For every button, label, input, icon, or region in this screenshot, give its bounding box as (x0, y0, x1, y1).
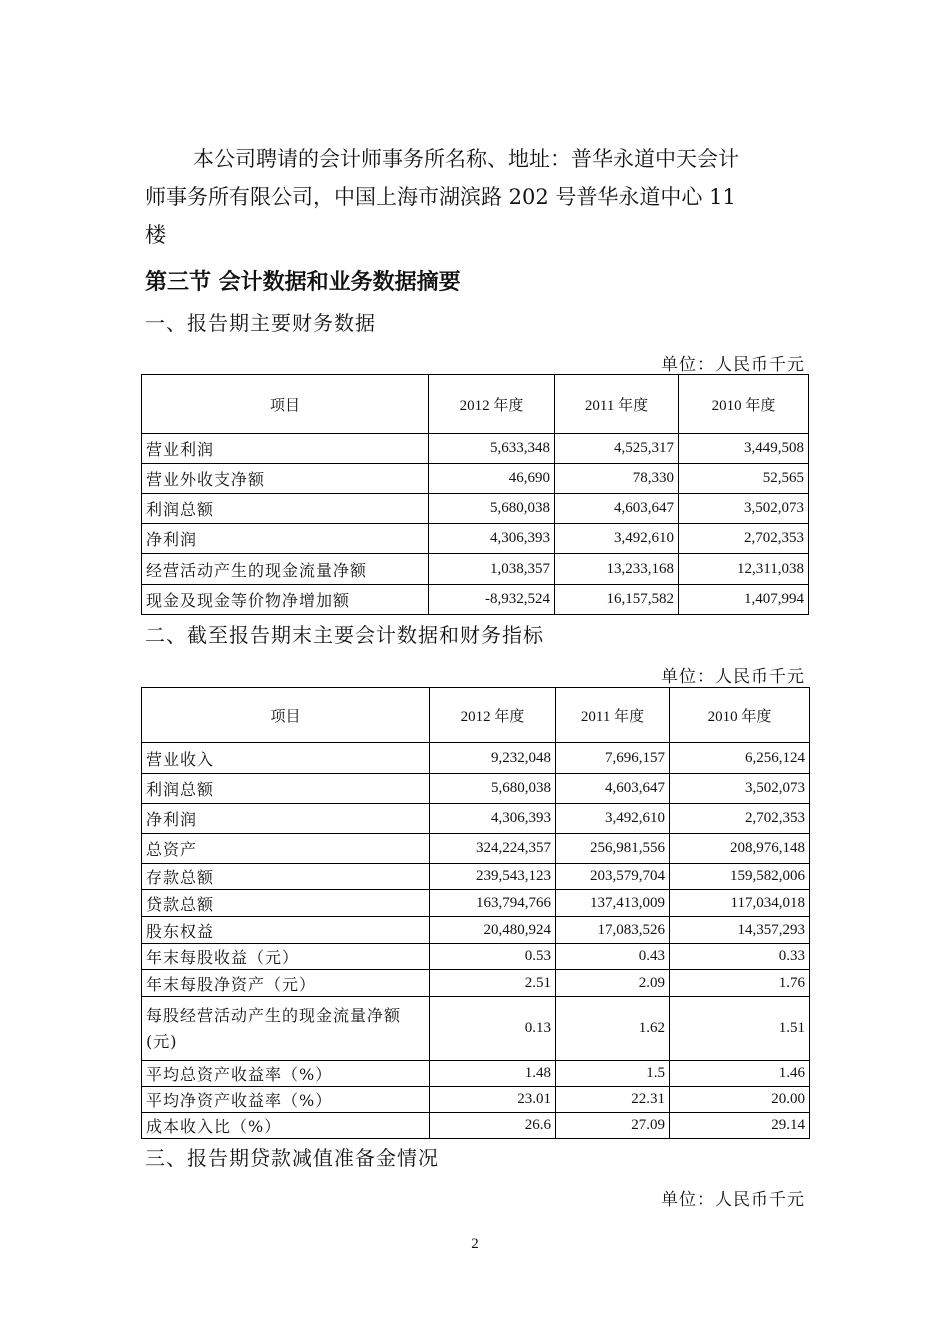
table-row (142, 864, 810, 890)
cell-2010: 14,357,293 (670, 917, 810, 944)
cell-2011: 4,603,647 (556, 774, 670, 804)
cell-2010: 12,311,038 (679, 554, 809, 585)
cell-2010: 1,407,994 (679, 585, 809, 615)
cell-2010: 6,256,124 (670, 743, 810, 774)
cell-2010: 2,702,353 (679, 524, 809, 554)
page-number: 2 (471, 1236, 479, 1252)
cell-2012: 4,306,393 (430, 804, 556, 834)
section-title: 第三节 会计数据和业务数据摘要 (145, 270, 461, 295)
cell-2012: 239,543,123 (430, 864, 556, 890)
table-header-row (142, 688, 810, 743)
table-row (142, 585, 809, 615)
header-2011: 2011 年度 (555, 375, 679, 434)
table-row (142, 970, 810, 997)
cell-2011: 256,981,556 (556, 834, 670, 864)
cell-2010: 0.33 (670, 944, 810, 970)
cell-2010: 3,502,073 (679, 494, 809, 524)
table-row (142, 524, 809, 554)
cell-2010: 208,976,148 (670, 834, 810, 864)
part2-unit: 单位：人民币千元 (661, 667, 805, 687)
row-label: 营业外收支净额 (142, 464, 429, 494)
cell-2011: 3,492,610 (555, 524, 679, 554)
table-row (142, 917, 810, 944)
row-label: 年末每股净资产（元） (142, 970, 430, 997)
row-label: 贷款总额 (142, 890, 430, 917)
row-label: 总资产 (142, 834, 430, 864)
cell-2011: 203,579,704 (556, 864, 670, 890)
cell-2010: 117,034,018 (670, 890, 810, 917)
intro-line-2: 师事务所有限公司，中国上海市湖滨路 202 号普华永道中心 11 (145, 185, 736, 209)
cell-2011: 4,525,317 (555, 434, 679, 464)
intro-paragraph (145, 140, 810, 254)
table-row (142, 1061, 810, 1087)
header-2010: 2010 年度 (679, 375, 809, 434)
row-label: 利润总额 (142, 494, 429, 524)
table-row (142, 774, 810, 804)
table-row (142, 997, 810, 1061)
financial-data-table (141, 374, 809, 615)
cell-2011: 13,233,168 (555, 554, 679, 585)
cell-2012: 5,633,348 (429, 434, 555, 464)
part3-unit: 单位：人民币千元 (661, 1190, 805, 1210)
cell-2010: 29.14 (670, 1113, 810, 1139)
row-label: 股东权益 (142, 917, 430, 944)
key-indicators-table (141, 687, 810, 1139)
cell-2012: -8,932,524 (429, 585, 555, 615)
cell-2012: 5,680,038 (430, 774, 556, 804)
cell-2012: 4,306,393 (429, 524, 555, 554)
header-item: 项目 (142, 375, 429, 434)
table-row (142, 804, 810, 834)
row-label: 营业收入 (142, 743, 430, 774)
cell-2012: 5,680,038 (429, 494, 555, 524)
cell-2010: 1.76 (670, 970, 810, 997)
cell-2012: 163,794,766 (430, 890, 556, 917)
cell-2010: 1.51 (670, 997, 810, 1061)
table-row (142, 1087, 810, 1113)
cell-2011: 27.09 (556, 1113, 670, 1139)
cell-2012: 324,224,357 (430, 834, 556, 864)
table-row (142, 743, 810, 774)
cell-2011: 17,083,526 (556, 917, 670, 944)
cell-2010: 52,565 (679, 464, 809, 494)
table-row (142, 890, 810, 917)
cell-2011: 16,157,582 (555, 585, 679, 615)
cell-2012: 20,480,924 (430, 917, 556, 944)
cell-2010: 3,449,508 (679, 434, 809, 464)
row-label: 净利润 (142, 804, 430, 834)
header-2012: 2012 年度 (429, 375, 555, 434)
cell-2010: 20.00 (670, 1087, 810, 1113)
cell-2011: 7,696,157 (556, 743, 670, 774)
cell-2011: 0.43 (556, 944, 670, 970)
row-label: 存款总额 (142, 864, 430, 890)
cell-2010: 3,502,073 (670, 774, 810, 804)
table-row (142, 464, 809, 494)
table-row (142, 1113, 810, 1139)
row-label: 平均总资产收益率（%） (142, 1061, 430, 1087)
cell-2011: 3,492,610 (556, 804, 670, 834)
part2-title: 二、截至报告期末主要会计数据和财务指标 (145, 623, 544, 647)
cell-2011: 4,603,647 (555, 494, 679, 524)
header-2011: 2011 年度 (556, 688, 670, 743)
row-label: 成本收入比（%） (142, 1113, 430, 1139)
cell-2011: 22.31 (556, 1087, 670, 1113)
cell-2012: 2.51 (430, 970, 556, 997)
cell-2012: 9,232,048 (430, 743, 556, 774)
row-label: 净利润 (142, 524, 429, 554)
row-label: 利润总额 (142, 774, 430, 804)
row-label: 经营活动产生的现金流量净额 (142, 554, 429, 585)
table-row (142, 834, 810, 864)
row-label: 每股经营活动产生的现金流量净额(元) (142, 997, 430, 1061)
part1-title: 一、报告期主要财务数据 (145, 311, 376, 335)
cell-2011: 1.5 (556, 1061, 670, 1087)
cell-2012: 26.6 (430, 1113, 556, 1139)
cell-2010: 2,702,353 (670, 804, 810, 834)
cell-2011: 1.62 (556, 997, 670, 1061)
header-item: 项目 (142, 688, 430, 743)
part1-unit: 单位：人民币千元 (661, 355, 805, 375)
cell-2011: 137,413,009 (556, 890, 670, 917)
table-header-row (142, 375, 809, 434)
intro-line-3: 楼 (145, 223, 166, 247)
part3-title: 三、报告期贷款减值准备金情况 (145, 1146, 439, 1170)
row-label: 平均净资产收益率（%） (142, 1087, 430, 1113)
header-2010: 2010 年度 (670, 688, 810, 743)
table-row (142, 554, 809, 585)
cell-2010: 1.46 (670, 1061, 810, 1087)
row-label: 营业利润 (142, 434, 429, 464)
cell-2012: 23.01 (430, 1087, 556, 1113)
cell-2012: 1,038,357 (429, 554, 555, 585)
cell-2010: 159,582,006 (670, 864, 810, 890)
table-row (142, 494, 809, 524)
cell-2012: 1.48 (430, 1061, 556, 1087)
table-row (142, 434, 809, 464)
row-label: 年末每股收益（元） (142, 944, 430, 970)
cell-2012: 0.53 (430, 944, 556, 970)
row-label: 现金及现金等价物净增加额 (142, 585, 429, 615)
table-row (142, 944, 810, 970)
cell-2012: 0.13 (430, 997, 556, 1061)
cell-2011: 78,330 (555, 464, 679, 494)
header-2012: 2012 年度 (430, 688, 556, 743)
intro-line-1: 本公司聘请的会计师事务所名称、地址：普华永道中天会计 (193, 147, 739, 171)
cell-2011: 2.09 (556, 970, 670, 997)
cell-2012: 46,690 (429, 464, 555, 494)
